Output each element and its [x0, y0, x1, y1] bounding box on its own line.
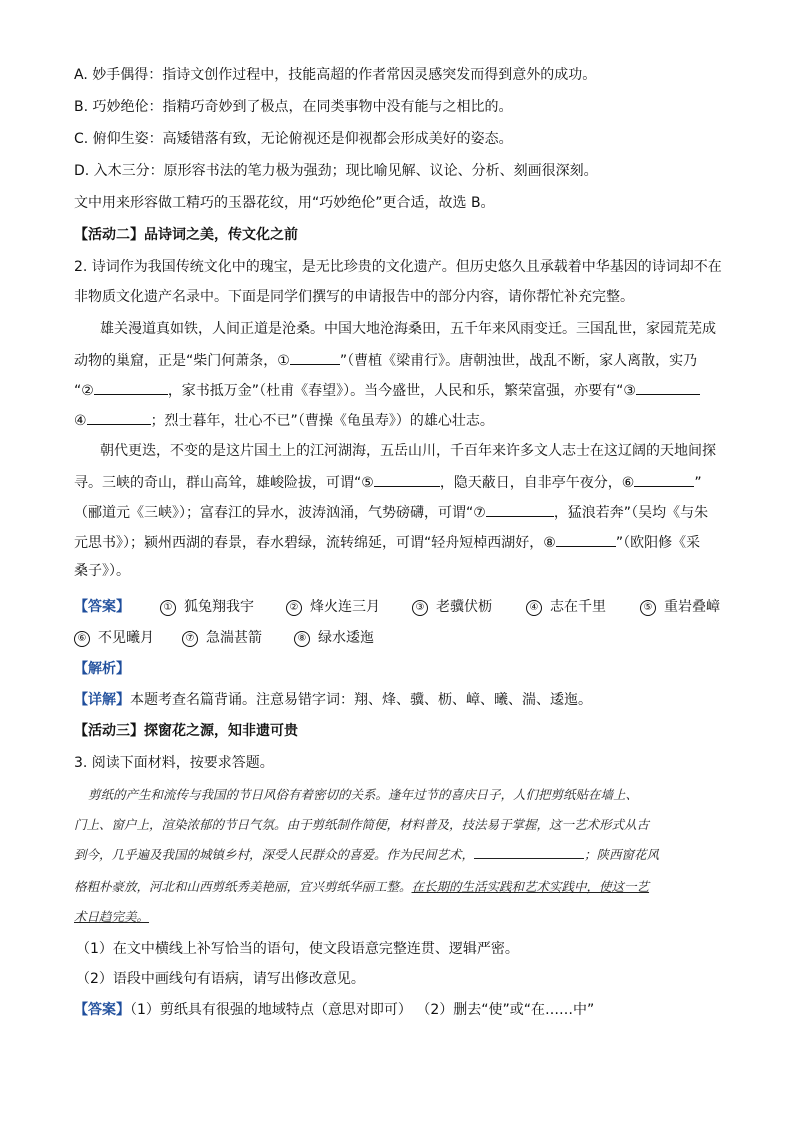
text-segment: ”（欧阳修《采 — [615, 535, 701, 551]
answer-text: 狐兔翔我宇 — [184, 599, 254, 615]
text-segment: ④ — [74, 413, 87, 429]
activity3-heading: 【活动三】探窗花之源，知非遗可贵 — [74, 723, 298, 739]
answer-item — [74, 628, 154, 648]
sub-question-1: （1）在文中横线上补写恰当的语句，使文段语意完整连贯、逻辑严密。 — [76, 941, 519, 957]
answer-item — [526, 597, 606, 617]
blank-3 — [636, 379, 700, 395]
blank-7 — [486, 501, 554, 517]
answer-number: ③ — [412, 600, 428, 616]
answer-item — [182, 628, 262, 648]
poem-para2-line2 — [74, 471, 702, 493]
poem-para2-line4 — [74, 531, 700, 553]
material-line5 — [74, 907, 149, 927]
answer-row-2 — [74, 628, 474, 648]
answer-item — [412, 597, 492, 617]
blank-2 — [94, 379, 168, 395]
option-b: B. 巧妙绝伦：指精巧奇妙到了极点，在同类事物中没有能与之相比的。 — [74, 99, 513, 115]
underlined-sentence: 在长期的生活实践和艺术实践中，使这一艺 — [411, 879, 650, 894]
material-line4 — [74, 877, 649, 897]
answer-tag: 【答案】 — [74, 1002, 130, 1018]
option-conclusion: 文中用来形容做工精巧的玉器花纹，用“巧妙绝伦”更合适，故选 B。 — [74, 195, 495, 211]
text-segment: ” — [694, 475, 702, 491]
answer-text: 急湍甚箭 — [206, 630, 262, 646]
blank-6 — [634, 471, 694, 487]
poem-para1-line3 — [74, 379, 700, 401]
answer-item — [160, 597, 254, 617]
text-segment: 到今，几乎遍及我国的城镇乡村，深受人民群众的喜爱。作为民间艺术， — [74, 847, 475, 862]
answer-number: ⑤ — [640, 600, 656, 616]
text-segment: ，猛浪若奔”（吴均《与朱 — [553, 505, 709, 521]
answer-number: ⑥ — [74, 631, 90, 647]
answer3-line — [74, 1000, 594, 1020]
poem-para1-line4 — [74, 409, 494, 431]
poem-para1-line2 — [74, 349, 697, 371]
blank-1 — [290, 349, 340, 365]
text-segment: 动物的巢窟，正是“柴门何萧条，① — [74, 353, 290, 369]
poem-para2-line5: 桑子》）。 — [74, 563, 130, 579]
activity2-heading: 【活动二】品诗词之美，传文化之前 — [74, 227, 298, 243]
text-segment: ，隐天蔽日，自非亭午夜分，⑥ — [439, 475, 635, 491]
answer-number: ② — [286, 600, 302, 616]
question3-line: 3. 阅读下面材料，按要求答题。 — [74, 755, 274, 771]
question2-line2: 非物质文化遗产名录中。下面是同学们撰写的申请报告中的部分内容，请你帮忙补充完整。 — [74, 289, 634, 305]
text-segment: ”（曹植《梁甫行》。唐朝浊世，战乱不断，家人离散，实乃 — [339, 353, 698, 369]
text-segment: 寻。三峡的奇山，群山高耸，雄峻险拔，可谓“⑤ — [74, 475, 374, 491]
material-blank — [474, 845, 584, 859]
material-line1: 剪纸的产生和流传与我国的节日风俗有着密切的关系。逢年过节的喜庆日子，人们把剪纸贴在墙上、 — [88, 787, 639, 802]
sub-question-2: （2）语段中画线句有语病，请写出修改意见。 — [76, 971, 365, 987]
text-segment: 格粗朴豪放，河北和山西剪纸秀美艳丽，宜兴剪纸华丽工整。 — [74, 879, 412, 894]
answer-number: ⑧ — [294, 631, 310, 647]
answer-text: 重岩叠嶂 — [664, 599, 720, 615]
answer-number: ④ — [526, 600, 542, 616]
answer-tag: 【答案】 — [74, 599, 130, 615]
answer-number: ① — [160, 600, 176, 616]
poem-para2-line3 — [74, 501, 708, 523]
underlined-sentence: 术日趋完美。 — [74, 909, 150, 924]
option-d: D. 入木三分：原形容书法的笔力极为强劲；现比喻见解、议论、分析、刻画很深刻。 — [74, 163, 598, 179]
option-a: A. 妙手偶得：指诗文创作过程中，技能高超的作者常因灵感突发而得到意外的成功。 — [74, 67, 597, 83]
blank-5 — [374, 471, 440, 487]
detail-line — [74, 690, 592, 710]
answer-item — [640, 597, 720, 617]
poem-para2-line1: 朝代更迭，不变的是这片国土上的江河湖海，五岳山川，千百年来许多文人志士在这辽阔的天地间探 — [100, 443, 716, 459]
answer-text: 老骥伏枥 — [436, 599, 492, 615]
answer-item — [294, 628, 374, 648]
material-line2: 门上、窗户上，渲染浓郁的节日气氛。由于剪纸制作简便，材料普及，技法易于掌握，这一艺术形式从古 — [74, 817, 650, 832]
text-segment: ；陕西窗花风 — [584, 847, 660, 862]
detail-tag: 【详解】 — [74, 692, 130, 708]
blank-8 — [556, 531, 616, 547]
answer-text: 志在千里 — [550, 599, 606, 615]
answer-text: 烽火连三月 — [310, 599, 380, 615]
text-segment: ；烈士暮年，壮心不已”（曹操《龟虽寿》）的雄心壮志。 — [150, 413, 494, 429]
answer-text: 不见曦月 — [98, 630, 154, 646]
analysis-tag: 【解析】 — [74, 661, 130, 677]
answer-text: 绿水逶迤 — [318, 630, 374, 646]
answer-number: ⑦ — [182, 631, 198, 647]
material-line3 — [74, 845, 659, 865]
poem-para1-line1: 雄关漫道真如铁，人间正道是沧桑。中国大地沧海桑田，五千年来风雨变迁。三国乱世，家园荒芜成 — [100, 321, 716, 337]
detail-text: 本题考查名篇背诵。注意易错字词：翔、烽、骥、枥、嶂、曦、湍、逶迤。 — [130, 692, 592, 708]
option-c: C. 俯仰生姿：高矮错落有致，无论俯视还是仰视都会形成美好的姿态。 — [74, 131, 513, 147]
text-segment: 元思书》）；颍州西湖的春景，春水碧绿，流转绵延，可谓“轻舟短棹西湖好，⑧ — [74, 535, 556, 551]
question2-line1: 2. 诗词作为我国传统文化中的瑰宝，是无比珍贵的文化遗产。但历史悠久且承载着中华基因的诗词却不在 — [74, 259, 722, 275]
text-segment: （郦道元《三峡》）；富春江的异水，波涛汹涌，气势磅礴，可谓“⑦ — [74, 505, 486, 521]
text-segment: ，家书抵万金”（杜甫《春望》）。当今盛世，人民和乐，繁荣富强，亦要有“③ — [167, 383, 636, 399]
blank-4 — [87, 409, 151, 425]
answer3-text: （1）剪纸具有很强的地域特点（意思对即可） （2）删去“使”或“在……中” — [130, 1002, 595, 1018]
text-segment: “② — [74, 383, 94, 399]
answer-item — [286, 597, 380, 617]
answer-row-1 — [74, 597, 734, 617]
